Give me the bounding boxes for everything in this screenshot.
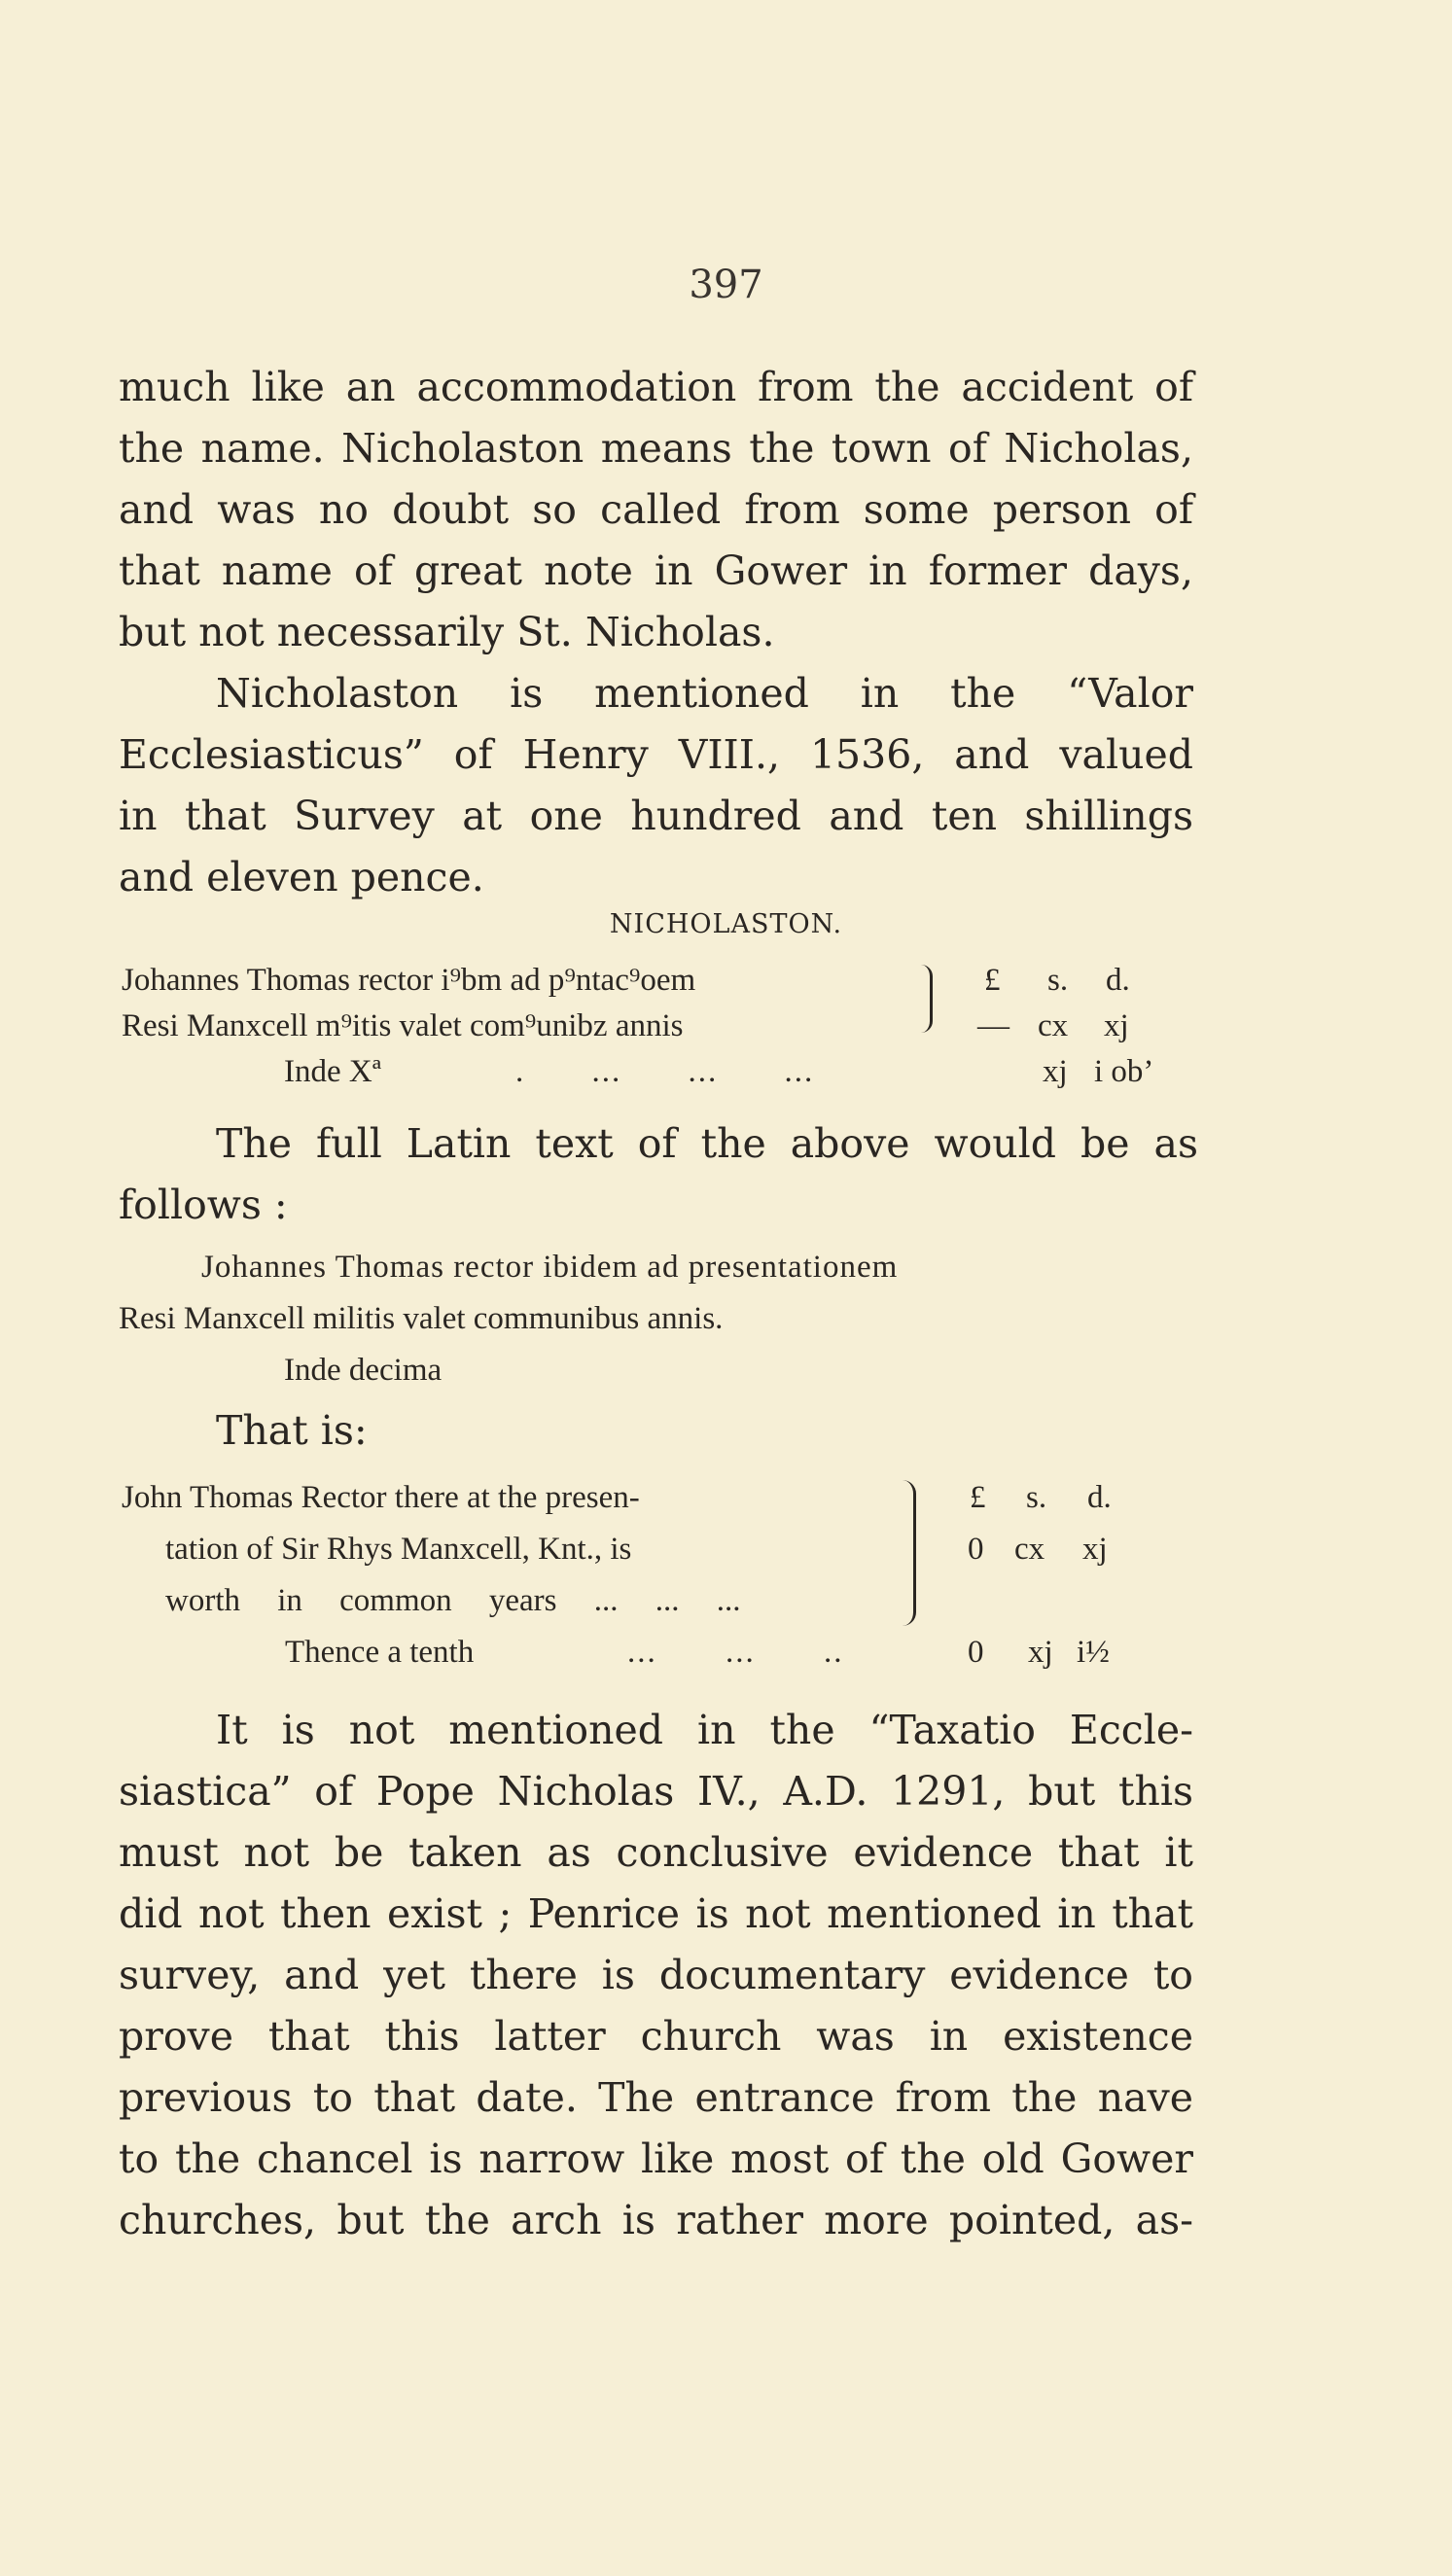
text-line: The full Latin text of the above would be as <box>216 1120 1198 1167</box>
shilling-column: xj <box>1043 1054 1068 1089</box>
text-line: previous to that date. The entrance from the nave <box>119 2074 1193 2121</box>
text-line: Inde decima <box>284 1353 443 1388</box>
pound-column: 0 <box>968 1635 984 1670</box>
record-text: Resi Manxcell m⁹itis valet com⁹unibz annis <box>122 1008 684 1043</box>
record-row <box>122 958 1138 1004</box>
translation-row <box>122 1524 1143 1575</box>
shilling-column: xj <box>1028 1635 1053 1670</box>
text-line: That is: <box>216 1407 368 1454</box>
translation-row <box>122 1472 1143 1524</box>
pence-column: d. <box>1106 963 1130 998</box>
pound-column: £ <box>984 963 1001 998</box>
leader-dots: ... ... .. <box>627 1635 844 1670</box>
text-line: Johannes Thomas rector ibidem ad presentationem <box>201 1250 899 1285</box>
text-line: much like an accommodation from the accident of <box>119 364 1193 410</box>
text-line: churches, but the arch is rather more pointed, as- <box>119 2197 1193 2243</box>
pound-column: — <box>977 1008 1009 1043</box>
text-line: It is not mentioned in the “Taxatio Eccle- <box>216 1707 1193 1753</box>
shilling-column: cx <box>1038 1008 1069 1043</box>
brace <box>900 1480 916 1626</box>
leader-dots: . ... ... ... <box>515 1054 815 1089</box>
section-heading: NICHOLASTON. <box>609 909 843 939</box>
translation <box>122 1472 1143 1678</box>
text-line: and was no doubt so called from some person of <box>119 486 1193 533</box>
paragraph-1 <box>119 357 1193 663</box>
translation-text: worth in common years ... ... ... <box>165 1583 741 1618</box>
shilling-column: s. <box>1026 1480 1047 1515</box>
paragraph-2 <box>119 663 1193 908</box>
text-line: Ecclesiasticus” of Henry VIII., 1536, and valued <box>119 731 1193 778</box>
text-line: and eleven pence. <box>119 854 484 900</box>
text-line: in that Survey at one hundred and ten shillings <box>119 793 1193 839</box>
record-text: Johannes Thomas rector i⁹bm ad p⁹ntac⁹oem <box>122 963 696 998</box>
text-line: Resi Manxcell militis valet communibus annis. <box>119 1301 724 1336</box>
pence-column: xj <box>1104 1008 1129 1043</box>
that-is-line <box>119 1400 368 1462</box>
pence-column: d. <box>1087 1480 1112 1515</box>
paragraph-3 <box>119 1113 1198 1236</box>
pence-column: xj <box>1082 1532 1108 1567</box>
text-line: that name of great note in Gower in former days, <box>119 547 1193 594</box>
pence-column: i½ <box>1077 1635 1110 1670</box>
pound-column: 0 <box>968 1532 984 1567</box>
text-line: did not then exist ; Penrice is not mentioned in that <box>119 1890 1193 1937</box>
text-line: prove that this latter church was in existence <box>119 2013 1193 2060</box>
paragraph-4 <box>119 1700 1193 2251</box>
translation-row <box>122 1627 1143 1678</box>
text-line: Nicholaston is mentioned in the “Valor <box>216 670 1193 717</box>
record-text: Inde Xª <box>284 1054 381 1089</box>
shilling-column: cx <box>1014 1532 1045 1567</box>
text-line: to the chancel is narrow like most of the old Gower <box>119 2135 1193 2182</box>
pound-column: £ <box>970 1480 986 1515</box>
text-line: the name. Nicholaston means the town of Nicholas, <box>119 425 1193 472</box>
latin-text <box>119 1242 1247 1396</box>
shilling-column: s. <box>1047 963 1069 998</box>
abbreviated-record <box>122 958 1154 1095</box>
translation-text: tation of Sir Rhys Manxcell, Knt., is <box>165 1532 632 1567</box>
text-line: must not be taken as conclusive evidence that it <box>119 1829 1193 1876</box>
brace <box>920 965 933 1033</box>
text-line: survey, and yet there is documentary evidence to <box>119 1952 1193 1998</box>
pence-column: i ob’ <box>1094 1054 1154 1089</box>
translation-text: John Thomas Rector there at the presen- <box>122 1480 640 1515</box>
translation-row <box>122 1575 1143 1627</box>
text-line: siastica” of Pope Nicholas IV., A.D. 1291, but this <box>119 1768 1193 1815</box>
text-line: follows : <box>119 1182 288 1228</box>
text-line: but not necessarily St. Nicholas. <box>119 609 775 655</box>
page-number: 397 <box>689 263 763 307</box>
record-row <box>122 1004 1138 1049</box>
record-row <box>122 1049 1154 1095</box>
translation-text: Thence a tenth <box>285 1635 475 1670</box>
